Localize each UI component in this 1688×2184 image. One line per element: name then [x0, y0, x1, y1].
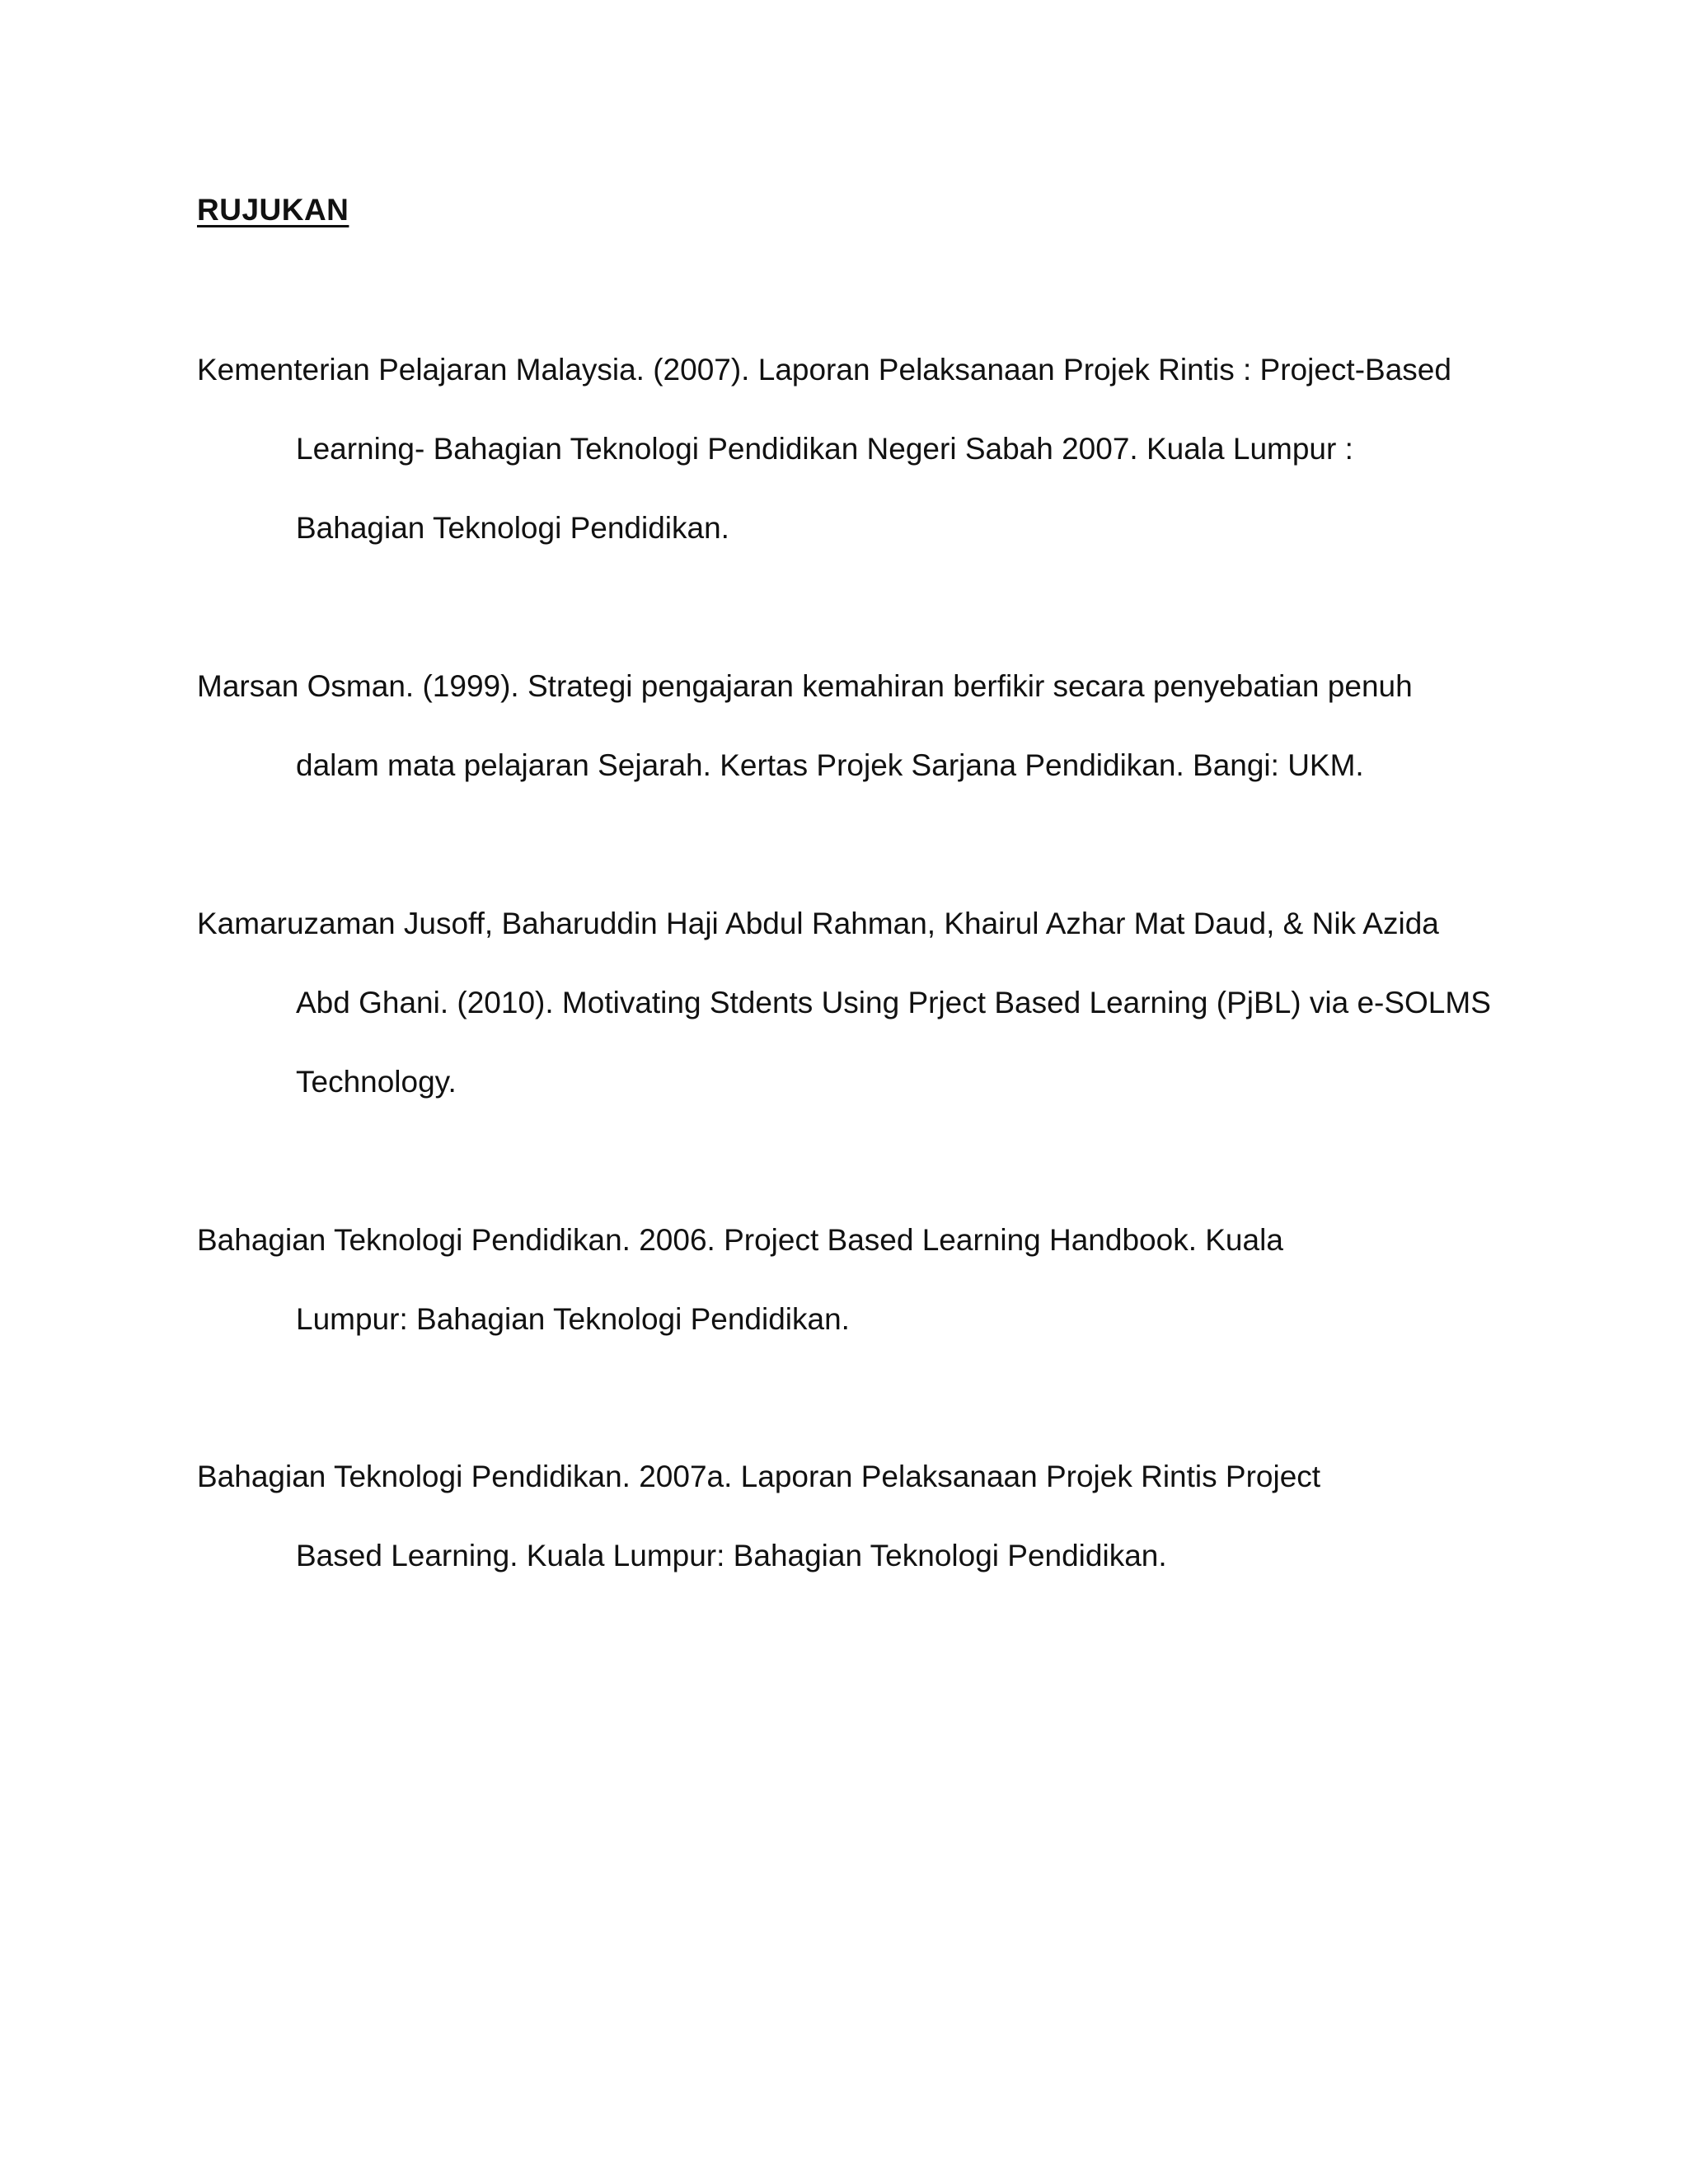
reference-line: Kementerian Pelajaran Malaysia. (2007). Laporan Pelaksanaan Projek Rintis : Project-Based [197, 353, 1451, 387]
reference-entry [197, 884, 1516, 1122]
reference-line-continuation: Lumpur: Bahagian Teknologi Pendidikan. [296, 1302, 850, 1336]
reference-line-continuation: Abd Ghani. (2010). Motivating Stdents Using Prject Based Learning (PjBL) via e-SOLMS [296, 986, 1491, 1019]
reference-line: Bahagian Teknologi Pendidikan. 2006. Project Based Learning Handbook. Kuala [197, 1223, 1283, 1257]
reference-line-continuation: Learning- Bahagian Teknologi Pendidikan Negeri Sabah 2007. Kuala Lumpur : [296, 432, 1353, 466]
reference-line: Marsan Osman. (1999). Strategi pengajaran kemahiran berfikir secara penyebatian penuh [197, 669, 1413, 703]
reference-entry [197, 1201, 1516, 1359]
page-heading: RUJUKAN [197, 193, 349, 227]
reference-line: Bahagian Teknologi Pendidikan. 2007a. Laporan Pelaksanaan Projek Rintis Project [197, 1460, 1321, 1493]
reference-entry [197, 330, 1516, 568]
reference-line: Kamaruzaman Jusoff, Baharuddin Haji Abdul Rahman, Khairul Azhar Mat Daud, & Nik Azida [197, 907, 1439, 940]
reference-entry [197, 1437, 1516, 1596]
reference-line-continuation: dalam mata pelajaran Sejarah. Kertas Projek Sarjana Pendidikan. Bangi: UKM. [296, 748, 1364, 782]
reference-line-continuation: Bahagian Teknologi Pendidikan. [296, 511, 729, 545]
reference-line-continuation: Based Learning. Kuala Lumpur: Bahagian Teknologi Pendidikan. [296, 1539, 1167, 1572]
reference-entry [197, 647, 1516, 805]
reference-line-continuation: Technology. [296, 1065, 457, 1099]
